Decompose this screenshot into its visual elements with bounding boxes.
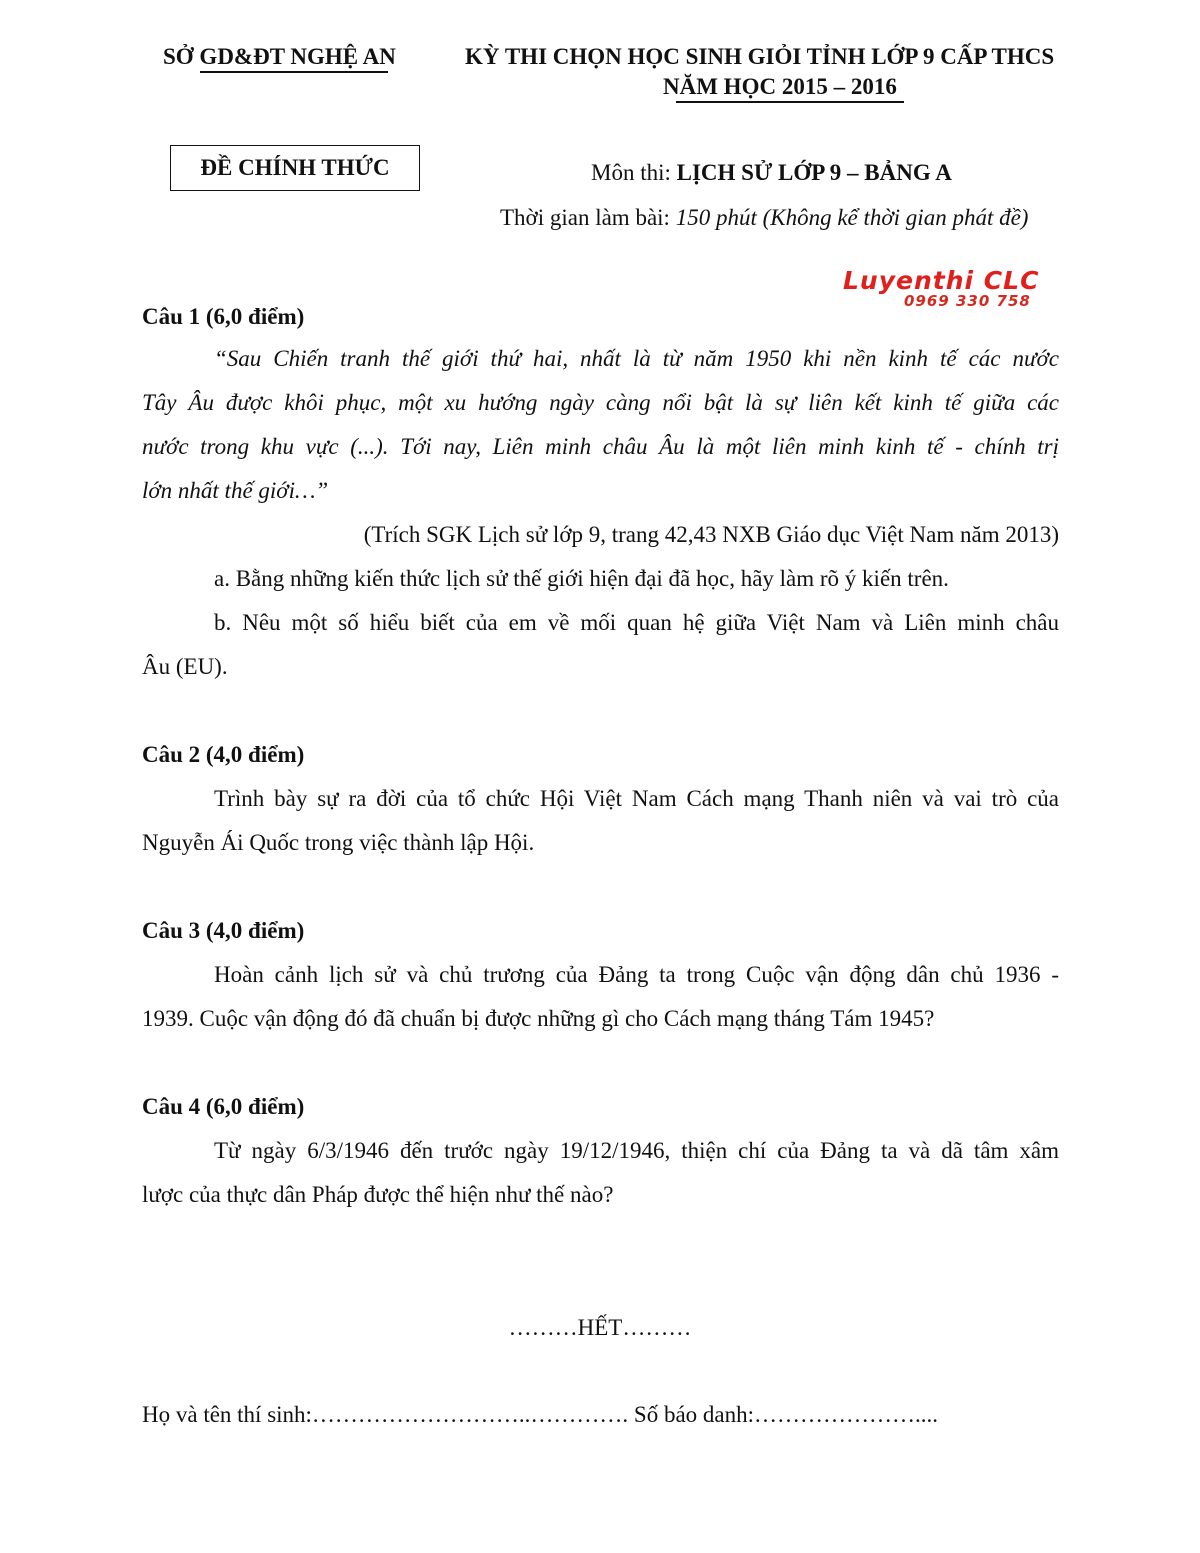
candidate-info-line: Họ và tên thí sinh:………………………..…………. Số báo danh:………………….... (142, 1402, 939, 1427)
end-marker: ………HẾT……… (508, 1315, 692, 1340)
subject-name: LỊCH SỬ LỚP 9 – BẢNG A (676, 160, 952, 185)
q4-line-1: Từ ngày 6/3/1946 đến trước ngày 19/12/1946, thiện chí của Đảng ta và dã tâm xâm (214, 1138, 1059, 1163)
school-year: NĂM HỌC 2015 – 2016 (663, 74, 897, 99)
q1-part-b-line-1: b. Nêu một số hiểu biết của em về mối quan hệ giữa Việt Nam và Liên minh châu (214, 610, 1059, 635)
q3-title: Câu 3 (4,0 điểm) (142, 918, 305, 943)
q4-line-2: lược của thực dân Pháp được thể hiện như thế nào? (142, 1182, 614, 1207)
q1-quote-line-3: nước trong khu vực (...). Tới nay, Liên minh châu Âu là một liên minh kinh tế - chính trị (142, 434, 1059, 459)
q1-title: Câu 1 (6,0 điểm) (142, 304, 305, 329)
q1-quote-line-4: lớn nhất thế giới…” (142, 478, 329, 503)
q4-title: Câu 4 (6,0 điểm) (142, 1094, 305, 1119)
school-year-underline (676, 101, 904, 103)
official-exam-box (170, 145, 420, 191)
watermark-brand: Luyenthi CLC (843, 266, 1040, 295)
time-prefix: Thời gian làm bài: (500, 205, 676, 230)
q1-quote-line-2: Tây Âu được khôi phục, một xu hướng ngày càng nổi bật là sự liên kết kinh tế giữa các (142, 390, 1059, 415)
department-name: SỞ GD&ĐT NGHỆ AN (163, 44, 396, 69)
q2-line-2: Nguyễn Ái Quốc trong việc thành lập Hội. (142, 830, 535, 855)
subject-prefix: Môn thi: (591, 160, 677, 185)
subject-line (591, 160, 952, 186)
exam-title: KỲ THI CHỌN HỌC SINH GIỎI TỈNH LỚP 9 CẤP THCS (465, 44, 1055, 69)
q1-part-b-line-2: Âu (EU). (142, 654, 228, 679)
q3-line-2: 1939. Cuộc vận động đó đã chuẩn bị được những gì cho Cách mạng tháng Tám 1945? (142, 1006, 935, 1031)
q2-line-1: Trình bày sự ra đời của tổ chức Hội Việt Nam Cách mạng Thanh niên và vai trò của (214, 786, 1059, 811)
watermark-phone: 0969 330 758 (904, 292, 1031, 310)
time-value: 150 phút (Không kể thời gian phát đề) (675, 205, 1029, 230)
q3-line-1: Hoàn cảnh lịch sử và chủ trương của Đảng ta trong Cuộc vận động dân chủ 1936 - (214, 962, 1059, 987)
time-line (500, 205, 1028, 231)
q1-source: (Trích SGK Lịch sử lớp 9, trang 42,43 NXB Giáo dục Việt Nam năm 2013) (363, 522, 1059, 547)
q1-part-a: a. Bằng những kiến thức lịch sử thế giới hiện đại đã học, hãy làm rõ ý kiến trên. (214, 566, 949, 591)
official-exam-label: ĐỀ CHÍNH THỨC (200, 155, 390, 180)
department-underline (200, 71, 388, 73)
q1-quote-line-1: “Sau Chiến tranh thế giới thứ hai, nhất là từ năm 1950 khi nền kinh tế các nước (214, 346, 1059, 371)
q2-title: Câu 2 (4,0 điểm) (142, 742, 305, 767)
